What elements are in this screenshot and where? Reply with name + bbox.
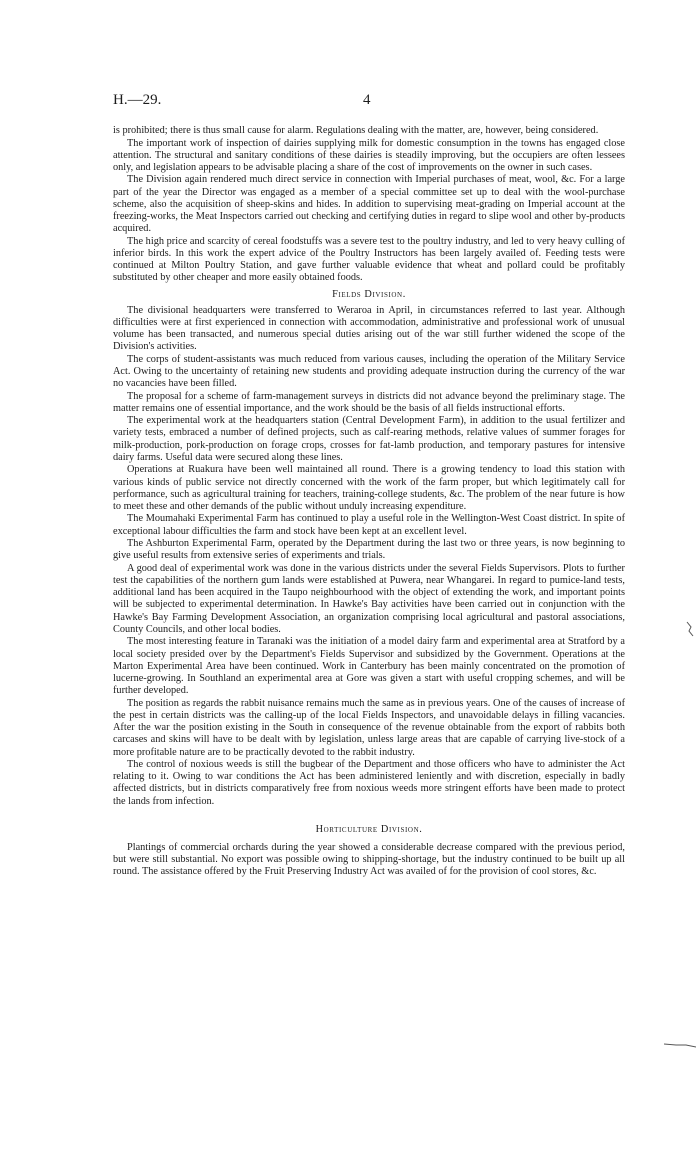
paragraph: The divisional headquarters were transferred to Weraroa in April, in circumstances referred to last year. Although difficulties were at first experienced in connection with accommodation, administrative and professional work of unusual volume has been transacted, and numerous special duties arising out of the war still further widened the scope of the Division's activities. (113, 304, 625, 353)
scan-margin-mark (686, 620, 695, 638)
paragraph: A good deal of experimental work was done in the various districts under the several Fields Supervisors. Plots to further test the capabilities of the northern gum lands were established at Puwera, near Whangarei. In regard to pumice-land tests, additional land has been acquired in the Taupo neighbourhood with the object of extending the work, and important points will be subjected to experimental determination. In Hawke's Bay activities have been carried out in conjunction with the Hawke's Bay Farming Development Association, an organization comprising local agricultural and pastoral associations, County Councils, and other local bodies. (113, 562, 625, 635)
page-number: 4 (363, 92, 371, 108)
paragraph: The important work of inspection of dairies supplying milk for domestic consumption in the towns has engaged close attention. The structural and sanitary conditions of these dairies is steadily improving, but the occupiers are often lessees only, and legislation appears to be advisable placing a share of the cost of improvements on the owner in such cases. (113, 137, 625, 173)
paragraph: The Moumahaki Experimental Farm has continued to play a useful role in the Wellington-West Coast district. In spite of exceptional labour difficulties the farm and stock have been kept at an excellent level. (113, 513, 625, 537)
paragraph: The most interesting feature in Taranaki was the initiation of a model dairy farm and experimental area at Stratford by a local society presided over by the Department's Fields Supervisor and subsidized by the Government. Operations at the Marton Experimental Area have been continued. Work in Canterbury has been mainly concentrated on the promotion of lucerne-growing. In Southland an experimental area at Gore was given a start with useful cropping schemes, and will be further developed. (113, 636, 625, 697)
paragraph: The Ashburton Experimental Farm, operated by the Department during the last two or three years, is now beginning to give useful results from extensive series of experiments and trials. (113, 538, 625, 562)
paragraph: is prohibited; there is thus small cause for alarm. Regulations dealing with the matter, are, however, being considered. (113, 125, 599, 136)
paragraph: Plantings of commercial orchards during the year showed a considerable decrease compared with the previous period, but were still substantial. No export was possible owing to shipping-shortage, but the industry continued to be built up all round. The assistance offered by the Fruit Preserving Industry Act was availed of for the provision of cool stores, &c. (113, 841, 625, 878)
paragraph: The high price and scarcity of cereal foodstuffs was a severe test to the poultry industry, and led to very heavy culling of inferior birds. In this work the expert advice of the Poultry Instructors has been largely availed of. Feeding tests were continued at Milton Poultry Station, and gave further valuable evidence that wheat and pollard could be profitably substituted by other cheaper and more easily obtained foods. (113, 235, 625, 284)
report-reference: H.—29. (113, 92, 162, 108)
paragraph: The experimental work at the headquarters station (Central Development Farm), in addition to the usual fertilizer and variety tests, embraced a number of defined projects, such as calf-rearing methods, relative values of summer forages for milk-production, pork-production on forage crops, crosses for fat-lamb production, and temporary pastures for intensive dairy farms. Useful data were secured along these lines. (113, 415, 625, 463)
page-body (113, 125, 625, 878)
paragraph: The corps of student-assistants was much reduced from various causes, including the operation of the Military Service Act. Owing to the uncertainty of retaining new students and providing adequate instruction during the currency of the war no vacancies have been filled. (113, 353, 625, 390)
paragraph: The Division again rendered much direct service in connection with Imperial purchases of meat, wool, &c. For a large part of the year the Director was engaged as a member of a special committee set up to deal with the wool-purchase scheme, also the acquisition of sheep-skins and hides. In addition to supervising meat-grading on Imperial account at the freezing-works, the Meat Inspectors carried out checking and certifying duties in regard to slipe wool and other by-products acquired. (113, 174, 625, 235)
paragraph: Operations at Ruakura have been well maintained all round. There is a growing tendency to load this station with various kinds of public service not directly concerned with the work of the farm proper, but which legitimately call for performance, such as agricultural training for teachers, training-college students, &c. The problem of the near future is how to meet these and other demands of the public without unduly increasing expenditure. (113, 464, 625, 512)
paragraph: The proposal for a scheme of farm-management surveys in districts did not advance beyond the preliminary stage. The matter remains one of essential importance, and the work should be the basis of all fields instructional efforts. (113, 390, 625, 414)
paragraph: The position as regards the rabbit nuisance remains much the same as in previous years. One of the causes of increase of the pest in certain districts was the calling-up of the local Fields Inspectors, and unavoidable delays in filling vacancies. After the war the position existing in the South in consequence of the revenue obtainable from the export of rabbits both carcases and skins will have to be dealt with by legislation, unless large areas that are capable of carrying live-stock of a more profitable nature are to be practically devoted to the rabbit industry. (113, 697, 625, 758)
paragraph: The control of noxious weeds is still the bugbear of the Department and those officers who have to administer the Act relating to it. Owing to war conditions the Act has been administered leniently and with discretion, especially in badly affected districts, but in districts comparatively free from noxious weeds more stringent efforts have been made to protect the lands from infection. (113, 759, 625, 807)
section-heading-fields-division: Fields Division. (332, 288, 406, 300)
section-heading-horticulture-division: Horticulture Division. (315, 823, 423, 835)
scan-margin-mark (664, 1042, 696, 1048)
page-header (0, 92, 700, 114)
